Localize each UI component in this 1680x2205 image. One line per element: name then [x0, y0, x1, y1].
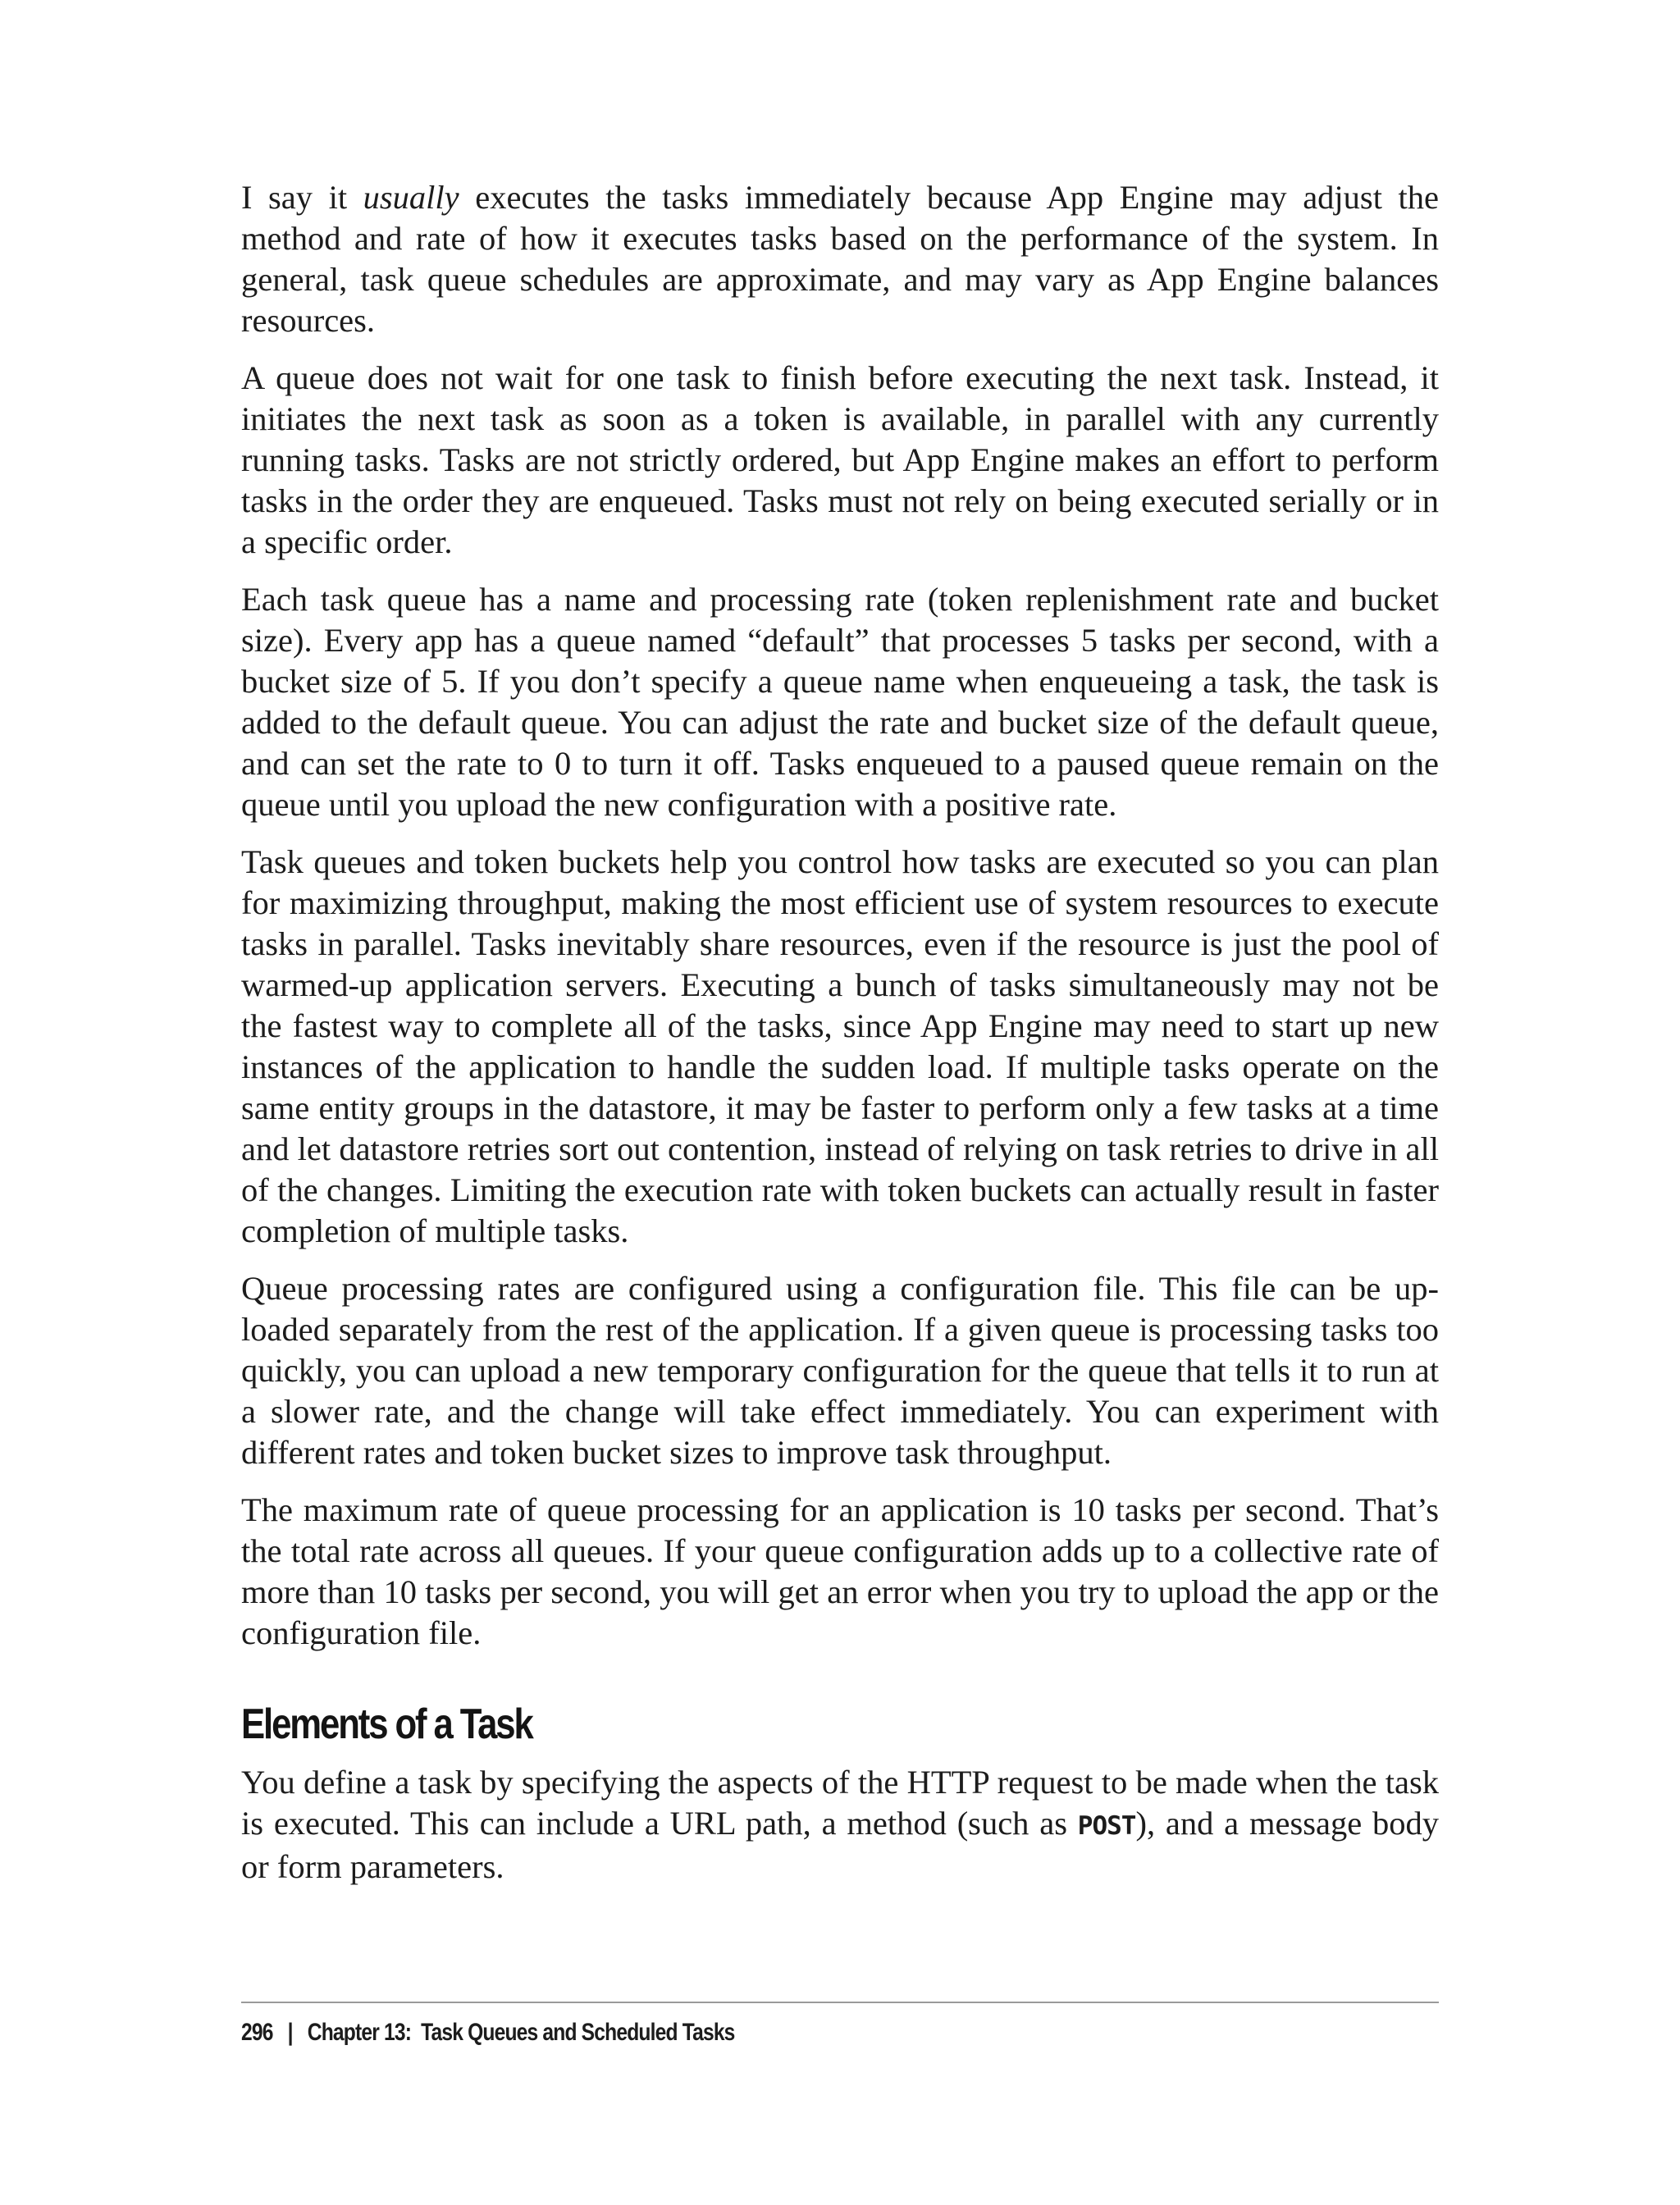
chapter-title: Chapter 13: Task Queues and Scheduled Tasks: [307, 2019, 735, 2046]
emphasis-usually: usually: [363, 179, 459, 216]
paragraph-7: [241, 1762, 1439, 1888]
footer-rule: [241, 2002, 1439, 2003]
footer-separator: |: [287, 2019, 293, 2046]
paragraph-5: Queue processing rates are configured using a configuration file. This file can be uploaded separately from the rest of the application. If a given queue is processing tasks too quickly, you can upload a new temporary configuration for the queue that tells it to run at a slower rate, and the change will take effect immediately. You can experiment with different rates and token bucket sizes to improve task throughput.: [241, 1270, 1439, 1471]
paragraph-7-end: ), and a message body or form parameters.: [241, 1805, 1439, 1885]
page-body: [241, 177, 1439, 1904]
paragraph-1: [241, 177, 1439, 341]
paragraph-1-end: executes the tasks immediately because App Engine may adjust the method and rate of how it executes tasks based on the performance of the system. In general, task queue schedules are approximate, and may vary as App Engine balances resources.: [241, 179, 1439, 339]
paragraph-7-start: You define a task by specifying the aspects of the HTTP request to be made when the task is executed. This can include a URL path, a method (such as: [241, 1764, 1439, 1842]
paragraph-2: A queue does not wait for one task to finish before executing the next task. Instead, it initiates the next task as soon as a token is available, in parallel with any currently running tasks. Tasks are not strictly ordered, but App Engine makes an effort to perform tasks in the order they are enqueued. Tasks must not rely on being executed serially or in a specific order.: [241, 359, 1439, 560]
section-heading: Elements of a Task: [241, 1701, 532, 1748]
page-footer: [241, 2016, 735, 2049]
code-post: POST: [1077, 1811, 1136, 1841]
page-number: 296: [241, 2019, 273, 2046]
paragraph-1-start: I say it: [241, 179, 363, 216]
paragraph-6: The maximum rate of queue processing for an application is 10 tasks per second. That’s the total rate across all queues. If your queue configuration adds up to a collective rate of more than 10 tasks per second, you will get an error when you try to upload the app or the configuration file.: [241, 1491, 1439, 1651]
paragraph-3: Each task queue has a name and processing rate (token replenishment rate and bucket size). Every app has a queue named “default” that processes 5 tasks per second, with a bucket size of 5. If you don’t specify a queue name when enqueueing a task, the task is added to the default queue. You can adjust the rate and bucket size of the default queue, and can set the rate to 0 to turn it off. Tasks enqueued to a paused queue remain on the queue until you upload the new configuration with a positive rate.: [241, 581, 1439, 823]
paragraph-4: Task queues and token buckets help you control how tasks are executed so you can plan for maximizing throughput, making the most efficient use of system resources to execute tasks in parallel. Tasks inevitably share resources, even if the resource is just the pool of warmed-up application servers. Executing a bunch of tasks simultaneously may not be the fastest way to complete all of the tasks, since App Engine may need to start up new instances of the application to handle the sudden load. If multiple tasks operate on the same entity groups in the datastore, it may be faster to perform only a few tasks at a time and let datastore retries sort out contention, instead of relying on task retries to drive in all of the changes. Limiting the execution rate with token buckets can actually result in faster completion of multiple tasks.: [241, 843, 1439, 1249]
